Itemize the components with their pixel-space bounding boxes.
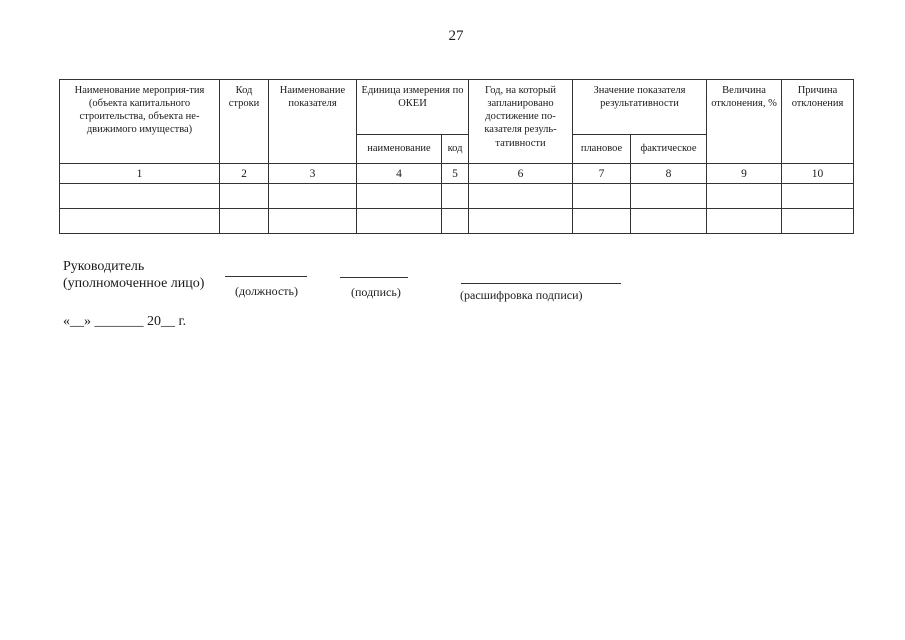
position-line [225, 276, 307, 277]
column-number: 9 [707, 164, 782, 184]
column-number-row [60, 164, 854, 184]
signatory-title [63, 258, 204, 292]
decoding-caption: (расшифровка подписи) [460, 288, 583, 302]
table-cell [269, 209, 357, 234]
date-line: «__» _______ 20__ г. [63, 314, 187, 329]
table-cell [442, 184, 469, 209]
column-number: 7 [573, 164, 631, 184]
signature-block [63, 258, 663, 308]
table-cell [442, 209, 469, 234]
table-cell [631, 209, 707, 234]
col-header-deviation-reason: Причина отклонения [782, 80, 854, 164]
table-cell [269, 184, 357, 209]
table-cell [220, 184, 269, 209]
table-cell [357, 209, 442, 234]
signatory-title-line2: (уполномоченное лицо) [63, 276, 205, 291]
table-cell [469, 209, 573, 234]
table-cell [357, 184, 442, 209]
col-header-actual: фактическое [631, 135, 707, 164]
report-table [59, 79, 854, 234]
table-cell [469, 184, 573, 209]
col-header-unit-name: наименование [357, 135, 442, 164]
col-header-indicator-value: Значение показателя результативности [573, 80, 707, 135]
table-row [60, 209, 854, 234]
signatory-title-line1: Руководитель [63, 259, 145, 274]
column-number: 6 [469, 164, 573, 184]
column-number: 2 [220, 164, 269, 184]
position-caption: (должность) [235, 284, 298, 298]
table-row [60, 184, 854, 209]
table-cell [60, 209, 220, 234]
table-cell [782, 209, 854, 234]
page-number: 27 [448, 28, 464, 44]
column-number: 1 [60, 164, 220, 184]
table-cell [631, 184, 707, 209]
col-header-deviation-value: Величина отклонения, % [707, 80, 782, 164]
col-header-unit: Единица измерения по ОКЕИ [357, 80, 469, 135]
header-row [60, 80, 854, 135]
col-header-event-name: Наименование мероприя-тия (объекта капитального строительства, объекта не-движимого имущества) [60, 80, 220, 164]
table-cell [573, 184, 631, 209]
column-number: 8 [631, 164, 707, 184]
table-cell [782, 184, 854, 209]
column-number: 10 [782, 164, 854, 184]
col-header-unit-code: код [442, 135, 469, 164]
column-number: 3 [269, 164, 357, 184]
table-cell [707, 184, 782, 209]
table-cell [220, 209, 269, 234]
table-cell [707, 209, 782, 234]
table-cell [573, 209, 631, 234]
col-header-indicator-name: Наименование показателя [269, 80, 357, 164]
table-cell [60, 184, 220, 209]
decoding-line [461, 283, 621, 284]
column-number: 5 [442, 164, 469, 184]
column-number: 4 [357, 164, 442, 184]
signature-line [340, 277, 408, 278]
col-header-target-year: Год, на который запланировано достижение по-казателя резуль-тативности [469, 80, 573, 164]
col-header-line-code: Код строки [220, 80, 269, 164]
col-header-planned: плановое [573, 135, 631, 164]
signature-caption: (подпись) [351, 285, 401, 299]
